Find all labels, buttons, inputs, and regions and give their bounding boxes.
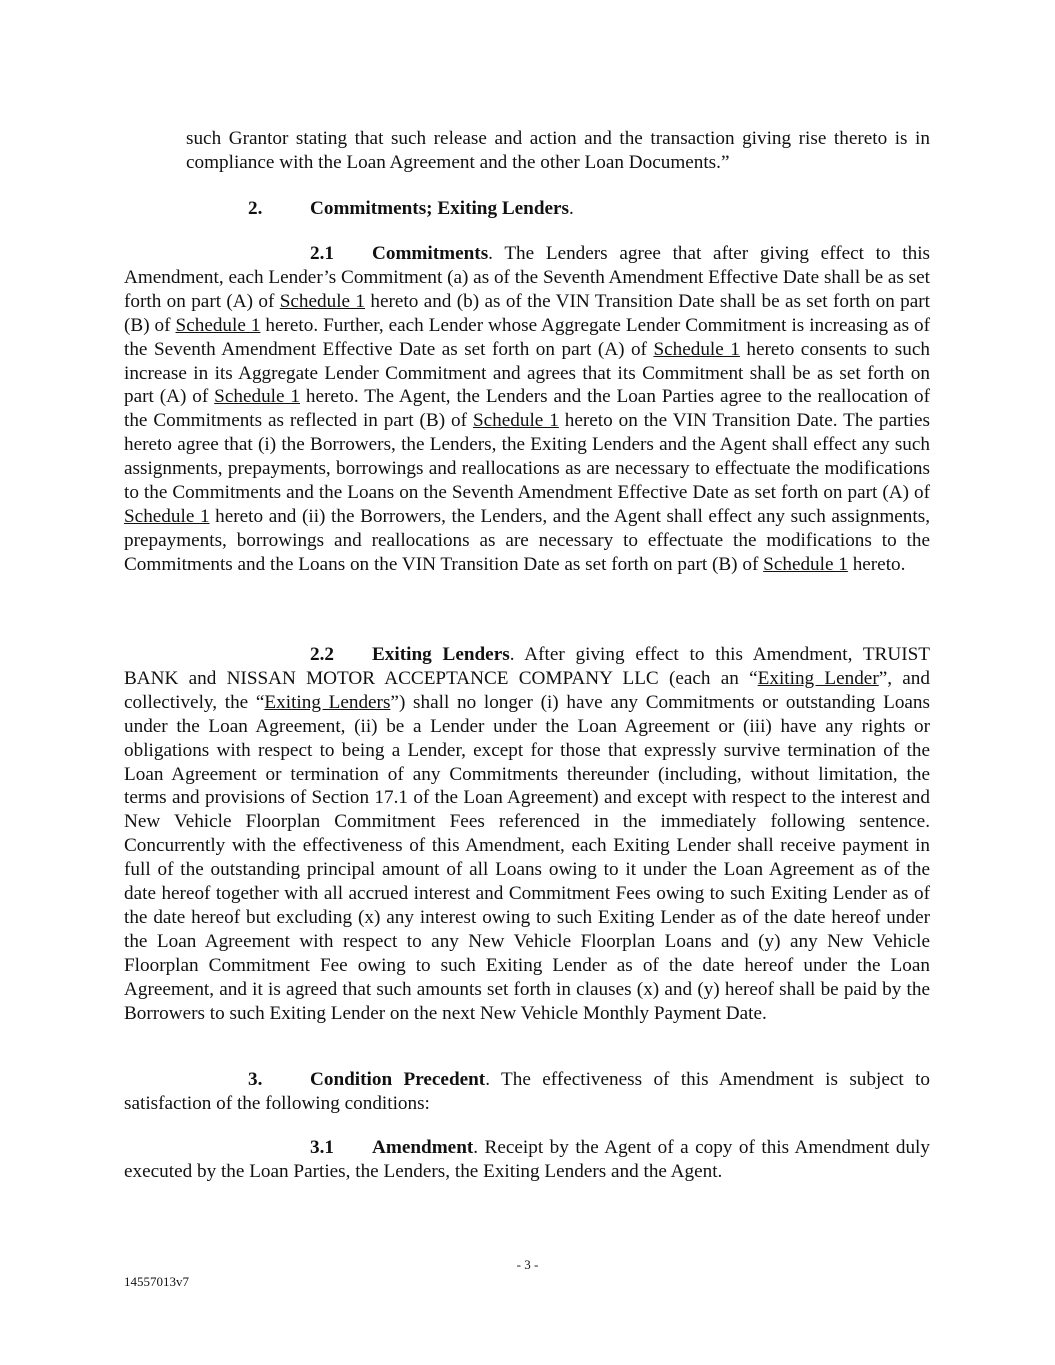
page-number: - 3 - [516,1257,539,1272]
schedule-1-reference: Schedule 1 [763,553,848,575]
section-2-2-title: Exiting Lenders [372,644,510,665]
section-3-paragraph: 3. Condition Precedent. The effectiveness of this Amendment is subject to satisfaction of the following conditions: [124,1069,931,1114]
section-3-1-number: 3.1 [310,1137,334,1158]
section-2-1-paragraph: 2.1 Commitments. The Lenders agree that after giving effect to this Amendment, each Lender’s Commitment (a) as of the Seventh Amendment Effective Date shall be as set forth on part (A) of Schedule 1 hereto and (b) as of the VIN Transition Date shall be as set forth on part (B) of Schedule 1 hereto. Further, each Lender whose Aggregate Lender Commitment is increasing as of the Seventh Amendment Effective Date as set forth on part (A) of Schedule 1 hereto consents to such increase in its Aggregate Lender Commitment and agrees that its Commitment shall be as set forth on part (A) of Schedule 1 hereto. The Agent, the Lenders and the Loan Parties agree to the reallocation of the Commitments as reflected in part (B) of Schedule 1 hereto on the VIN Transition Date. The parties hereto agree that (i) the Borrowers, the Lenders, the Exiting Lenders and the Agent shall effect any such assignments, prepayments, borrowings and reallocations as are necessary to effectuate the modifications to the Commitments and the Loans on the Seventh Amendment Effective Date as set forth on part (A) of Schedule 1 hereto and (ii) the Borrowers, the Lenders, and the Agent shall effect any such assignments, prepayments, borrowings and reallocations as are necessary to effectuate the modifications to the Commitments and the Loans on the VIN Transition Date as set forth on part (B) of Schedule 1 hereto. [124,243,930,575]
document-id: 14557013v7 [124,1274,189,1289]
defined-term-exiting-lenders: Exiting Lenders [264,691,391,713]
section-2-1-title: Commitments [372,243,489,264]
section-2-heading: 2. Commitments; Exiting Lenders. [248,198,574,219]
section-3-title: Condition Precedent [310,1069,486,1090]
section-2-1-number: 2.1 [310,243,334,264]
schedule-1-reference: Schedule 1 [279,290,366,312]
section-2-number: 2. [248,198,263,219]
schedule-1-reference: Schedule 1 [124,505,210,527]
schedule-1-reference: Schedule 1 [214,386,301,408]
schedule-1-reference: Schedule 1 [175,314,261,336]
section-2-2-number: 2.2 [310,644,334,665]
schedule-1-reference: Schedule 1 [472,410,559,432]
section-2-title: Commitments; Exiting Lenders [310,198,570,219]
section-3-number: 3. [248,1069,263,1090]
schedule-1-reference: Schedule 1 [653,338,740,360]
carryover-paragraph: such Grantor stating that such release and action and the transaction giving rise thereto is in compliance with the Loan Agreement and the other Loan Documents.” [186,128,930,173]
section-3-1-paragraph: 3.1 Amendment. Receipt by the Agent of a copy of this Amendment duly executed by the Loan Parties, the Lenders, the Exiting Lenders and the Agent. [124,1137,930,1182]
defined-term-exiting-lender: Exiting Lender [757,667,879,689]
section-3-1-title: Amendment [372,1137,474,1158]
section-2-2-paragraph: 2.2 Exiting Lenders. After giving effect to this Amendment, TRUIST BANK and NISSAN MOTOR ACCEPTANCE COMPANY LLC (each an “Exiting Lender”, and collectively, the “Exiting Lenders”) shall no longer (i) have any Commitments or outstanding Loans under the Loan Agreement, (ii) be a Lender under the Loan Agreement or (iii) have any rights or obligations with respect to being a Lender, except for those that expressly survive termination of the Loan Agreement or termination of any Commitments thereunder (including, without limitation, the terms and provisions of Section 17.1 of the Loan Agreement) and except with respect to the interest and New Vehicle Floorplan Commitment Fees referenced in the immediately following sentence. Concurrently with the effectiveness of this Amendment, each Exiting Lender shall receive payment in full of the outstanding principal amount of all Loans owing to it under the Loan Agreement as of the date hereof together with all accrued interest and Commitment Fees owing to such Exiting Lender as of the date hereof but excluding (x) any interest owing to such Exiting Lender as of the date hereof under the Loan Agreement with respect to any New Vehicle Floorplan Loans and (y) any New Vehicle Floorplan Commitment Fee owing to such Exiting Lender as of the date hereof under the Loan Agreement, and it is agreed that such amounts set forth in clauses (x) and (y) hereof shall be paid by the Borrowers to such Exiting Lender on the next New Vehicle Monthly Payment Date. [124,644,930,1024]
